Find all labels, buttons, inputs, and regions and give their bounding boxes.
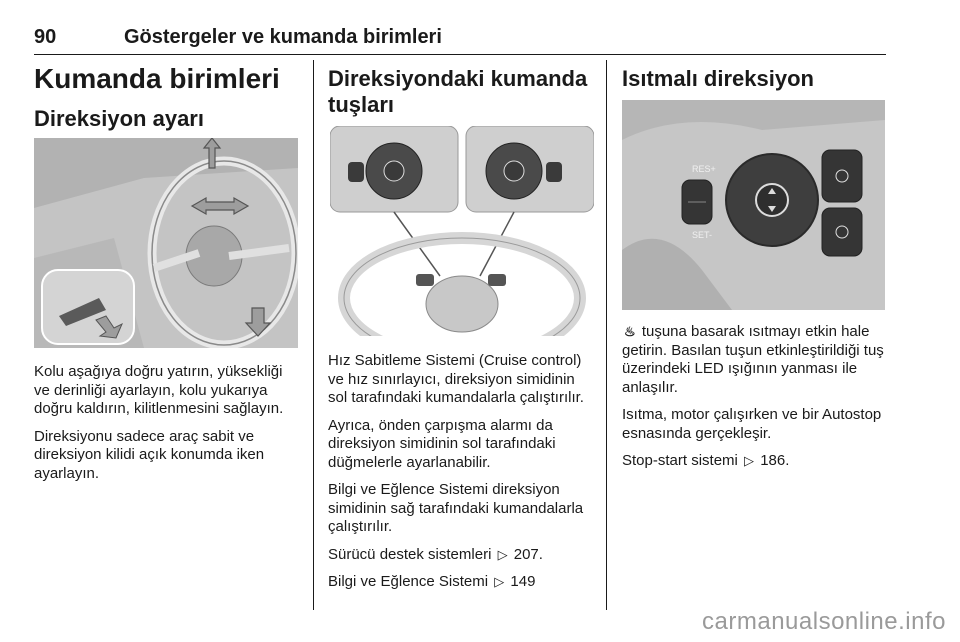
column3-text (622, 323, 888, 480)
column-steering-controls (328, 62, 594, 118)
column-divider (313, 60, 314, 610)
paragraph: Isıtma, motor çalışırken ve bir Autostop esnasında gerçekleşir. (622, 406, 882, 442)
title-line: Direksiyondaki kumanda (328, 66, 588, 91)
steering-wheel-drawing (34, 138, 298, 348)
section-title: Isıtmalı direksiyon (622, 66, 814, 91)
paragraph-text: tuşuna basarak ısıtmayı etkin hale getirin. Basılan tuşun etkinleştirildiği tuş üzerindeki LED ışığının yanması ile anlaşılır. (622, 323, 884, 396)
column-heated-steering (622, 62, 886, 92)
watermark: carmanualsonline.info (702, 608, 946, 635)
res-plus-label: RES+ (692, 164, 716, 174)
reference-label: Bilgi ve Eğlence Sistemi (328, 573, 489, 590)
paragraph: Kolu aşağıya doğru yatırın, yüksekliği ve derinliği ayarlayın, kolu yukarıya doğru kaldırın, kilitlenmesini sağlayın. (34, 363, 284, 417)
page-reference-arrow-icon: ▷ (744, 453, 755, 468)
section-title: Kumanda birimleri (34, 63, 280, 94)
section-title (328, 66, 594, 118)
reference-label: Stop-start sistemi (622, 452, 738, 469)
page-reference-arrow-icon: ▷ (497, 546, 508, 562)
reference-label: Sürücü destek sistemleri (328, 545, 492, 563)
paragraph: Hız Sabitleme Sistemi (Cruise control) ve hız sınırlayıcı, direksiyon simidinin sol tarafındaki kumandalarla çalıştırılır. (328, 352, 584, 406)
cross-reference[interactable] (328, 546, 598, 565)
reference-page: 149 (510, 573, 536, 590)
paragraph (622, 323, 888, 397)
column1-text (34, 363, 300, 492)
column-divider (606, 60, 607, 610)
running-header-title: Göstergeler ve kumanda birimleri (124, 26, 442, 48)
heated-steering-wheel-icon: ♨ (624, 324, 636, 339)
page-reference-arrow-icon: ▷ (494, 574, 505, 589)
paragraph: Bilgi ve Eğlence Sistemi direksiyon simidinin sağ tarafındaki kumandalarla çalıştırılır. (328, 481, 584, 535)
title-line: tuşları (328, 92, 395, 117)
column2-text (328, 352, 598, 601)
steering-controls-illustration (330, 126, 594, 336)
heated-steering-drawing (622, 100, 885, 310)
page-number: 90 (34, 26, 57, 48)
reference-page: 186. (760, 452, 790, 469)
paragraph: Ayrıca, önden çarpışma alarmı da direksiyon simidinin sol tarafındaki düğmelerle ayarlanabilir. (328, 416, 556, 471)
page-header (34, 26, 886, 55)
cross-reference[interactable] (622, 452, 888, 471)
steering-controls-drawing (330, 126, 594, 336)
subsection-title: Direksiyon ayarı (34, 106, 204, 131)
set-minus-label: SET- (692, 230, 713, 240)
heated-steering-illustration (622, 100, 885, 310)
reference-page: 207. (513, 545, 543, 563)
column-steering-adjustment (34, 62, 300, 132)
paragraph: Direksiyonu sadece araç sabit ve direksiyon kilidi açık konumda iken ayarlayın. (34, 427, 265, 482)
cross-reference[interactable] (328, 573, 598, 592)
steering-adjustment-illustration (34, 138, 298, 348)
